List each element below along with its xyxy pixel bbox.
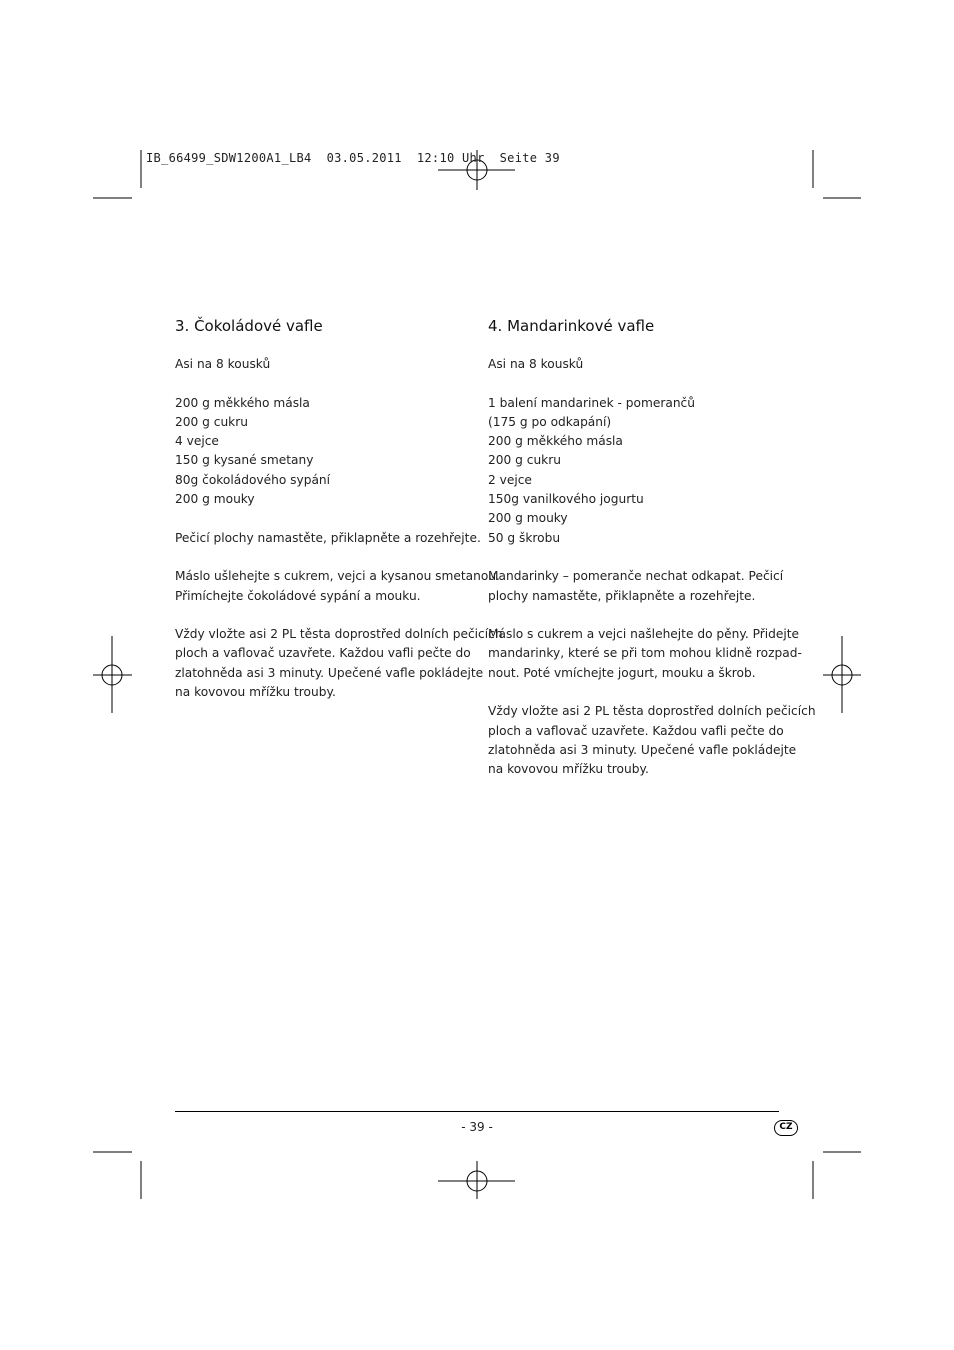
recipe-servings: Asi na 8 kousků — [175, 357, 271, 371]
instruction-line: Pečicí plochy namastěte, přiklapněte a rozehřejte. — [175, 530, 481, 545]
instruction-line: Přimíchejte čokoládové sypání a mouku. — [175, 588, 421, 603]
instruction-line: plochy namastěte, přiklapněte a rozehřejte. — [488, 588, 756, 603]
registration-mark-bottom — [438, 1161, 515, 1199]
recipe-mandarin-waffles — [488, 316, 816, 799]
ingredient-item: 200 g mouky — [175, 492, 255, 507]
instruction-step — [488, 567, 788, 606]
ingredient-item: 200 g mouky — [488, 511, 568, 526]
registration-mark-right — [823, 636, 861, 713]
instruction-line: nout. Poté vmíchejte jogurt, mouku a škrob. — [488, 665, 756, 680]
ingredient-item: 80g čokoládového sypání — [175, 472, 331, 487]
instruction-step — [175, 529, 481, 548]
instruction-step — [488, 625, 802, 683]
instruction-line: Vždy vložte asi 2 PL těsta doprostřed dolních pečicích — [175, 627, 503, 642]
ingredient-item: 150g vanilkového jogurtu — [488, 492, 644, 507]
ingredient-item: 1 balení mandarinek - pomerančů — [488, 395, 695, 410]
recipe-title: 4. Mandarinkové vafle — [488, 317, 655, 335]
instruction-line: ploch a vaflovač uzavřete. Každou vafli pečte do — [488, 723, 784, 738]
instruction-step — [175, 625, 503, 702]
print-slug-line: IB_66499_SDW1200A1_LB4 03.05.2011 12:10 Uhr Seite 39 — [146, 151, 560, 165]
instruction-line: Mandarinky – pomeranče nechat odkapat. Pečicí — [488, 569, 784, 584]
instruction-line: ploch a vaflovač uzavřete. Každou vafli pečte do — [175, 646, 471, 661]
instruction-line: zlatohněda asi 3 minuty. Upečené vafle pokládejte — [175, 665, 484, 680]
recipe-chocolate-waffles — [175, 316, 503, 722]
instruction-line: na kovovou mřížku trouby. — [175, 685, 336, 700]
ingredient-item: 200 g cukru — [175, 414, 248, 429]
ingredient-item: 200 g měkkého másla — [175, 395, 310, 410]
ingredient-list — [175, 394, 471, 510]
ingredient-item: 2 vejce — [488, 472, 532, 487]
ingredient-item: (175 g po odkapání) — [488, 414, 612, 429]
recipe-title: 3. Čokoládové vafle — [175, 317, 323, 335]
ingredient-item: 150 g kysané smetany — [175, 453, 314, 468]
instruction-step — [488, 702, 816, 779]
ingredient-list — [488, 394, 788, 548]
instruction-line: Vždy vložte asi 2 PL těsta doprostřed dolních pečicích — [488, 704, 816, 719]
instruction-line: mandarinky, které se při tom mohou klidně rozpad- — [488, 646, 802, 661]
instruction-line: na kovovou mřížku trouby. — [488, 762, 649, 777]
ingredient-item: 50 g škrobu — [488, 530, 561, 545]
footer-divider — [175, 1111, 779, 1112]
registration-mark-left — [93, 636, 132, 713]
ingredient-item: 200 g cukru — [488, 453, 561, 468]
instruction-line: Máslo s cukrem a vejci našlehejte do pěny. Přidejte — [488, 627, 800, 642]
instruction-line: Máslo ušlehejte s cukrem, vejci a kysanou smetanou. — [175, 569, 500, 584]
ingredient-item: 4 vejce — [175, 434, 219, 449]
ingredient-item: 200 g měkkého másla — [488, 434, 623, 449]
recipe-servings: Asi na 8 kousků — [488, 357, 584, 371]
instruction-step — [175, 567, 500, 606]
language-badge: CZ — [774, 1120, 798, 1136]
page-number: - 39 - — [461, 1120, 493, 1134]
instruction-line: zlatohněda asi 3 minuty. Upečené vafle pokládejte — [488, 742, 797, 757]
